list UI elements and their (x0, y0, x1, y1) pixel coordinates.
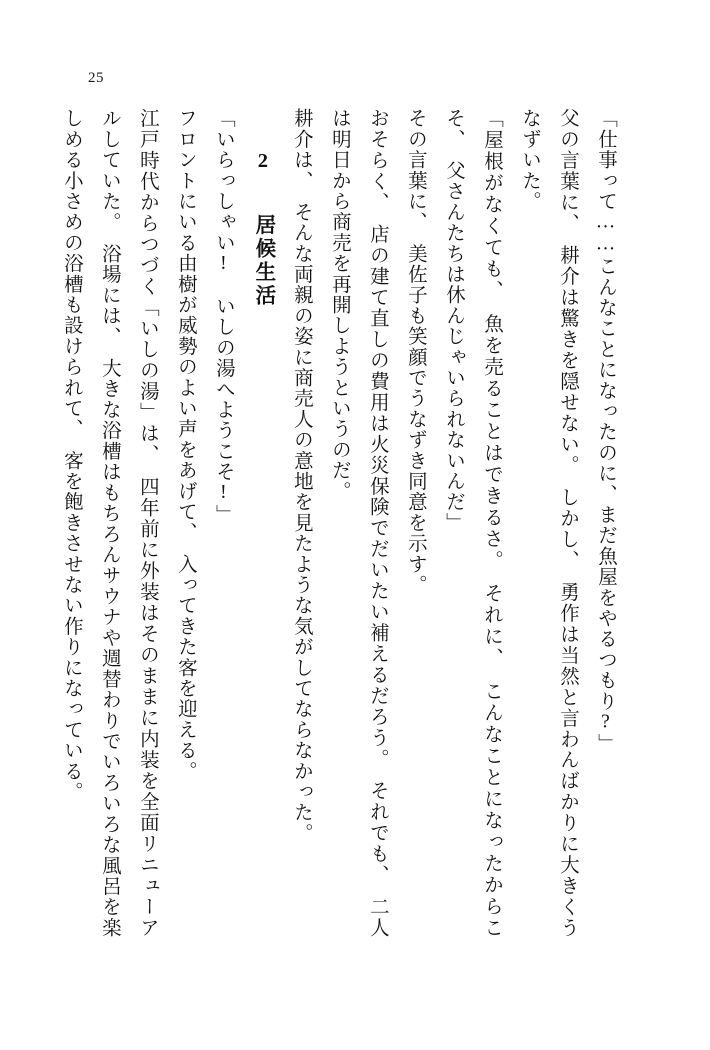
section-heading-title: 居候生活 (251, 214, 274, 308)
paragraph: おそらく、 店の建て直しの費用は火災保険でだいたい補えるだろう。 それでも、 二人は明日から商売を再開しようというのだ。 (328, 108, 388, 938)
paragraph: フロントにいる由樹が威勢のよい声をあげて、 入ってきた客を迎える。 (174, 108, 196, 782)
paragraph: 「仕事って……こんなことになったのに、まだ魚屋をやるつもり?」 (595, 108, 616, 755)
page-number: 25 (88, 70, 104, 86)
paragraph: その言葉に、 美佐子も笑顔でうなずき同意を示す。 (404, 108, 426, 596)
paragraph: 耕介は、 そんな両親の姿に商売人の意地を見たような気がしてならなかった。 (290, 108, 312, 844)
page-body-text (60, 108, 624, 938)
paragraph: 「屋根がなくても、 魚を売ることはできるさ。 それに、 こんなことになったからこそ、 父さんたちは休んじゃいられないんだ」 (442, 108, 502, 938)
paragraph: 「いらっしゃい! いしの湯へようこそ!」 (212, 108, 234, 525)
section-heading-number: 2 (251, 150, 274, 175)
paragraph: 父の言葉に、 耕介は驚きを隠せない。 しかし、 勇作は当然と言わんばかりに大きくうなずいた。 (518, 108, 578, 938)
section-heading (242, 108, 282, 938)
paragraph: 江戸時代からつづく「いしの湯」は、 四年前に外装はそのままに内装を全面リニューアルしていた。 浴場には、 大きな浴槽はもちろんサウナや週替わりでいろいろな風呂を楽しめる小さめの浴槽も設けられて、 客を飽きさせない作りになっている。 (60, 108, 158, 938)
